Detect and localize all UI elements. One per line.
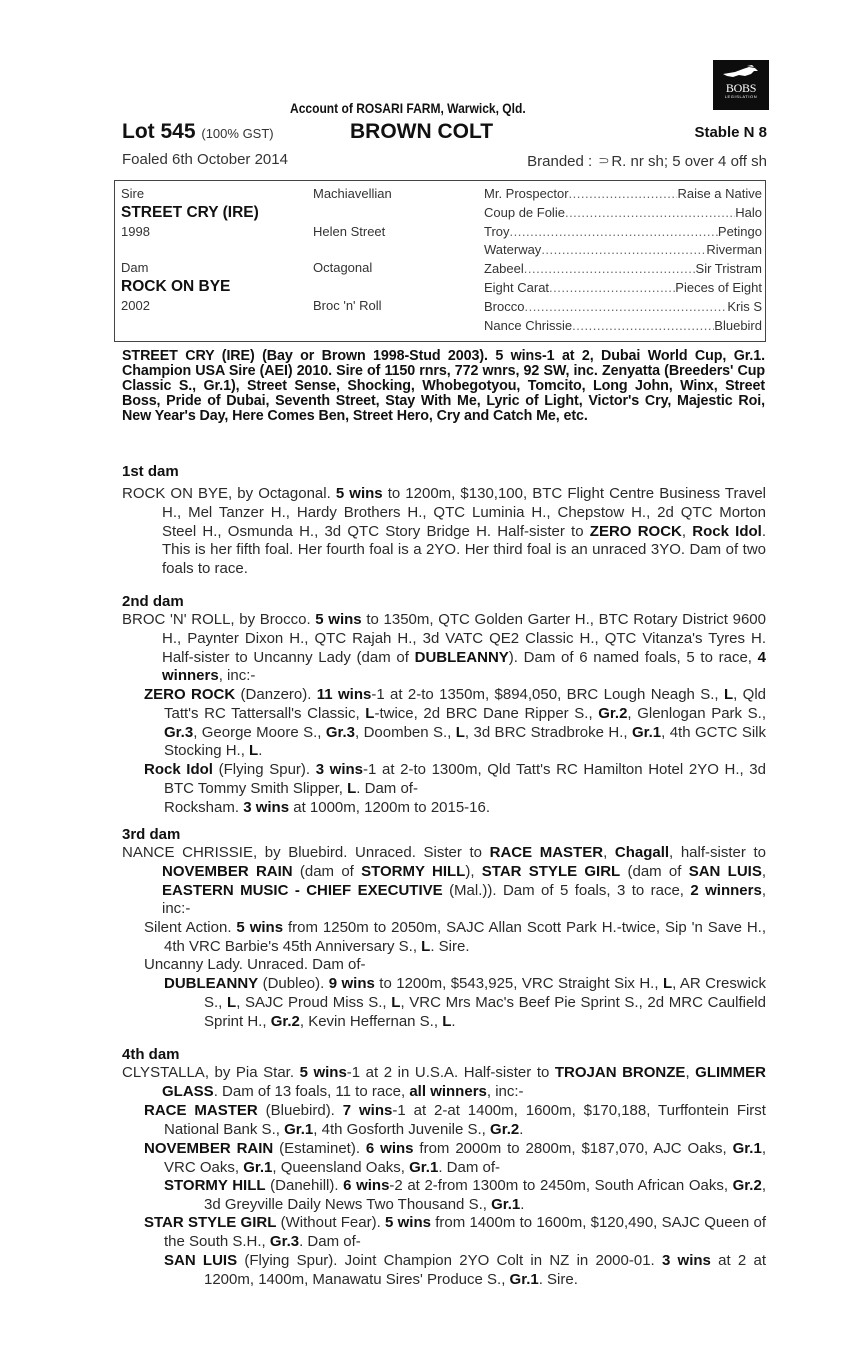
text: , Kevin Heffernan S., bbox=[299, 1012, 443, 1030]
text: , Doomben S., bbox=[355, 723, 456, 741]
bold-text: DUBLEANNY bbox=[414, 648, 509, 666]
ancestor-sire: Bluebird bbox=[714, 317, 762, 333]
text: (Without Fear). bbox=[276, 1214, 386, 1231]
dam-heading: 4th dam bbox=[122, 1046, 180, 1063]
dam-record bbox=[122, 1064, 766, 1102]
text: NANCE CHRISSIE, by Bluebird. Unraced. Sister to bbox=[122, 844, 490, 861]
text: , inc:- bbox=[218, 667, 256, 685]
text: ). Dam of 6 named foals, 5 to race, bbox=[508, 648, 758, 666]
text: -2 at 2-from 1300m to 2450m, South African Oaks, bbox=[389, 1177, 733, 1194]
dam-name: ROCK ON BYE bbox=[121, 278, 231, 295]
bold-text: ZERO ROCK bbox=[589, 522, 682, 540]
text: , bbox=[603, 844, 615, 861]
text: , SAJC Proud Miss S., bbox=[236, 993, 392, 1011]
text: , 4th Gosforth Juvenile S., bbox=[313, 1120, 491, 1138]
dam-sire: Octagonal bbox=[313, 260, 373, 275]
text: (Flying Spur). Joint Champion 2YO Colt in NZ in 2000-01. bbox=[237, 1252, 662, 1269]
bold-text: EASTERN MUSIC - CHIEF EXECUTIVE bbox=[162, 881, 443, 899]
bold-text: 5 wins bbox=[299, 1064, 347, 1081]
text: (Mal.)). Dam of 5 foals, 3 to race, bbox=[442, 881, 691, 899]
bold-text: L bbox=[391, 993, 401, 1011]
bold-text: Gr.2 bbox=[490, 1120, 520, 1138]
text: at 1000m, 1200m to 2015-16. bbox=[289, 799, 491, 816]
bold-text: Gr.1 bbox=[631, 723, 662, 741]
bold-text: 11 wins bbox=[316, 686, 372, 703]
progeny-record bbox=[144, 1102, 766, 1140]
bold-text: L bbox=[455, 723, 465, 741]
text: (dam of bbox=[292, 862, 362, 880]
leader-dots bbox=[541, 241, 706, 260]
bold-text: GLIMMER GLASS bbox=[162, 1064, 766, 1100]
bold-text: Gr.3 bbox=[325, 723, 356, 741]
text: from 1250m to 2050m, SAJC Allan Scott Park H.-twice, Sip 'n Save H., 4th VRC Barbie's 45th Anniversary S., bbox=[164, 919, 767, 955]
text: . Dam of- bbox=[356, 779, 418, 797]
sire-summary: STREET CRY (IRE) (Bay or Brown 1998-Stud 2003). 5 wins-1 at 2, Dubai World Cup, Gr.1. Champion USA Sire (AEI) 2010. Sire of 1150 rnrs, 772 wnrs, 92 SW, inc. Zenyatta (Breeders' Cup Classic S., Gr.1), Street Sense, Shocking, Whobegotyou, Tomcito, Long John, Winx, Street Boss, Pride of Dubai, Seventh Street, Stay With Me, Lyric of Light, Victor's Cry, Majestic Roi, New Year's Day, Here Comes Ben, Street Hero, Cry and Catch Me, etc. bbox=[122, 348, 765, 424]
text: Uncanny Lady. Unraced. Dam of- bbox=[144, 956, 366, 973]
text: , VRC Oaks, bbox=[164, 1140, 766, 1176]
logo-text: BOBS bbox=[725, 81, 757, 95]
text: ), bbox=[465, 862, 482, 880]
bold-text: 5 wins bbox=[385, 1214, 431, 1231]
dam-heading: 2nd dam bbox=[122, 593, 184, 610]
text: . Dam of- bbox=[438, 1158, 500, 1176]
lot-header bbox=[122, 120, 767, 146]
text: . bbox=[519, 1120, 524, 1138]
text: -twice, 2d BRC Dane Ripper S., bbox=[374, 704, 599, 722]
ancestor-sire: Riverman bbox=[706, 242, 762, 258]
text: . Dam of- bbox=[299, 1232, 361, 1250]
pedigree-row bbox=[484, 279, 762, 298]
text: , 3d BRC Stradbroke H., bbox=[464, 723, 632, 741]
foaling-info bbox=[122, 151, 767, 171]
bold-text: NOVEMBER RAIN bbox=[162, 862, 293, 880]
text: (Danzero). bbox=[235, 686, 317, 703]
brand-marks: Branded : ⸧R. nr sh; 5 over 4 off sh bbox=[527, 153, 767, 170]
pedigree-table bbox=[114, 180, 766, 342]
bold-text: Gr.1 bbox=[409, 1158, 439, 1176]
pedigree-row bbox=[484, 317, 762, 336]
text: , AR Creswick S., bbox=[204, 975, 766, 1011]
bold-text: Gr.1 bbox=[243, 1158, 273, 1176]
lot-label: Lot 545 bbox=[122, 120, 196, 143]
text: -1 at 2-at 1400m, 1600m, $170,188, Turffontein First National Bank S., bbox=[164, 1102, 766, 1138]
text: at 2 at 1200m, 1400m, Manawatu Sires' Produce S., bbox=[204, 1252, 766, 1288]
text: , inc:- bbox=[486, 1082, 524, 1100]
bold-text: 3 wins bbox=[243, 799, 290, 816]
text: -1 at 2 in U.S.A. Half-sister to bbox=[346, 1064, 555, 1081]
bold-text: SAN LUIS bbox=[164, 1252, 238, 1269]
text: (Estaminet). bbox=[273, 1140, 366, 1157]
text: (Danehill). bbox=[265, 1177, 344, 1194]
bold-text: L bbox=[421, 937, 431, 955]
bold-text: 3 wins bbox=[661, 1252, 711, 1269]
bold-text: 5 wins bbox=[236, 919, 284, 936]
bold-text: STAR STYLE GIRL bbox=[481, 862, 621, 880]
bold-text: L bbox=[347, 779, 357, 797]
bold-text: L bbox=[723, 686, 734, 703]
progeny-record bbox=[164, 1252, 766, 1290]
racehorse-icon bbox=[721, 65, 761, 81]
leader-dots bbox=[565, 204, 735, 223]
pedigree-parents bbox=[121, 185, 311, 315]
bold-text: Rock Idol bbox=[692, 522, 762, 540]
ancestor-name: Eight Carat bbox=[484, 279, 550, 295]
bold-text: 3 wins bbox=[315, 761, 364, 778]
text: Silent Action. bbox=[144, 919, 237, 936]
text: from 2000m to 2800m, $187,070, AJC Oaks, bbox=[413, 1140, 733, 1157]
bold-text: Rock Idol bbox=[144, 761, 213, 778]
text: . Sire. bbox=[538, 1270, 578, 1288]
dam-record bbox=[122, 844, 766, 919]
dam-record bbox=[122, 485, 767, 579]
ancestor-name: Zabeel bbox=[484, 261, 524, 277]
sire-name: STREET CRY (IRE) bbox=[121, 204, 259, 221]
text: ROCK ON BYE, by Octagonal. bbox=[122, 485, 336, 502]
bold-text: Gr.2 bbox=[732, 1177, 762, 1194]
lot-number bbox=[122, 120, 274, 144]
bold-text: NOVEMBER RAIN bbox=[144, 1140, 274, 1157]
leader-dots bbox=[524, 260, 696, 279]
text: , Glenlogan Park S., bbox=[627, 704, 766, 722]
bold-text: RACE MASTER bbox=[489, 844, 604, 861]
bobs-logo bbox=[713, 60, 769, 110]
ancestor-name: Waterway bbox=[484, 242, 542, 258]
bold-text: 7 wins bbox=[342, 1102, 393, 1119]
dam-year: 2002 bbox=[121, 298, 150, 313]
text: CLYSTALLA, by Pia Star. bbox=[122, 1064, 300, 1081]
leader-dots bbox=[524, 298, 727, 317]
dam-heading: 1st dam bbox=[122, 463, 179, 480]
pedigree-grandparents bbox=[313, 185, 473, 315]
bold-text: 4 winners bbox=[162, 648, 767, 685]
bold-text: Gr.1 bbox=[491, 1195, 521, 1213]
text: . Dam of 13 foals, 11 to race, bbox=[213, 1082, 410, 1100]
progeny-record bbox=[164, 975, 766, 1031]
text: (Bluebird). bbox=[257, 1102, 343, 1119]
text: -1 at 2-to 1300m, Qld Tatt's RC Hamilton Hotel 2YO H., 3d BTC Tommy Smith Slipper, bbox=[164, 761, 766, 797]
progeny-record bbox=[164, 1177, 766, 1215]
ancestor-sire: Halo bbox=[735, 204, 762, 220]
text: Rocksham. bbox=[164, 799, 244, 816]
text: , bbox=[681, 522, 693, 540]
dam-record bbox=[122, 611, 767, 686]
bold-text: all winners bbox=[409, 1082, 487, 1100]
dam-dam: Broc 'n' Roll bbox=[313, 298, 382, 313]
leader-dots bbox=[549, 279, 675, 298]
text: , bbox=[761, 862, 766, 880]
text: to 1200m, $130,100, BTC Flight Centre Business Travel H., Mel Tanzer H., Hardy Brothers H., QTC Luminia H., Chepstow H., 2d QTC Morton Steel H., Osmunda H., 3d QTC Story Bridge H. Half-sister to bbox=[162, 485, 766, 540]
ancestor-name: Brocco bbox=[484, 298, 525, 314]
pedigree-row bbox=[484, 204, 762, 223]
bold-text: Gr.2 bbox=[598, 704, 628, 722]
text: , George Moore S., bbox=[193, 723, 326, 741]
bold-text: RACE MASTER bbox=[144, 1102, 258, 1119]
leader-dots bbox=[510, 223, 718, 242]
text: from 1400m to 1600m, $120,490, SAJC Queen of the South S.H., bbox=[164, 1214, 766, 1250]
sire-dam: Helen Street bbox=[313, 224, 386, 239]
bold-text: Chagall bbox=[614, 844, 670, 861]
bold-text: STORMY HILL bbox=[361, 862, 466, 880]
text: to 1350m, QTC Golden Garter H., BTC Rotary District 9600 H., Paynter Dixon H., QTC Rajah H., 3d VATC QE2 Classic H., QTC Vitanza's Tyres H. Half-sister to Uncanny Lady (dam of bbox=[162, 611, 766, 666]
leader-dots bbox=[569, 185, 678, 204]
stable-location: Stable N 8 bbox=[694, 124, 767, 141]
text: , Qld Tatt's RC Tattersall's Classic, bbox=[164, 686, 766, 722]
leader-dots bbox=[572, 317, 714, 336]
ancestor-name: Troy bbox=[484, 223, 510, 239]
text: , inc:- bbox=[162, 881, 766, 918]
progeny-record bbox=[144, 686, 767, 761]
bold-text: STORMY HILL bbox=[164, 1177, 266, 1194]
ancestor-sire: Kris S bbox=[727, 298, 762, 314]
text: , Queensland Oaks, bbox=[272, 1158, 410, 1176]
bold-text: Gr.1 bbox=[732, 1140, 762, 1157]
text: . Sire. bbox=[430, 937, 470, 955]
bold-text: STAR STYLE GIRL bbox=[144, 1214, 277, 1231]
text: (dam of bbox=[620, 862, 689, 880]
pedigree-row bbox=[484, 185, 762, 204]
ancestor-name: Nance Chrissie bbox=[484, 317, 573, 333]
dam-label: Dam bbox=[121, 260, 149, 275]
text: , 4th GCTC Silk Stocking H., bbox=[164, 723, 767, 760]
bold-text: 6 wins bbox=[343, 1177, 390, 1194]
text: BROC 'N' ROLL, by Brocco. bbox=[122, 611, 316, 628]
bold-text: Gr.1 bbox=[284, 1120, 314, 1138]
text: , 3d Greyville Daily News Two Thousand S., bbox=[204, 1177, 766, 1213]
bold-text: TROJAN BRONZE bbox=[554, 1064, 686, 1081]
pedigree-great-grandparents bbox=[484, 185, 762, 335]
bold-text: 5 wins bbox=[315, 611, 362, 628]
text: (Dubleo). bbox=[258, 975, 329, 992]
bold-text: 9 wins bbox=[328, 975, 375, 992]
bold-text: ZERO ROCK bbox=[144, 686, 236, 703]
bold-text: Gr.3 bbox=[269, 1232, 300, 1250]
text: . This is her fifth foal. Her fourth foal is a 2YO. Her third foal is an unraced 3YO. Dam of two foals to race. bbox=[162, 522, 767, 578]
text: , bbox=[685, 1064, 696, 1081]
bold-text: 5 wins bbox=[335, 485, 383, 502]
ancestor-name: Coup de Folie bbox=[484, 204, 565, 220]
bold-text: Gr.2 bbox=[270, 1012, 300, 1030]
text: , VRC Mrs Mac's Beef Pie Sprint S., 2d MRC Caulfield Sprint H., bbox=[204, 993, 766, 1030]
pedigree-row bbox=[484, 223, 762, 242]
vendor-account: Account of ROSARI FARM, Warwick, Qld. bbox=[290, 100, 526, 116]
ancestor-sire: Petingo bbox=[717, 223, 762, 239]
gst-note: (100% GST) bbox=[201, 126, 274, 141]
bold-text: DUBLEANNY bbox=[164, 975, 259, 992]
bold-text: L bbox=[442, 1012, 452, 1030]
bold-text: 2 winners bbox=[690, 881, 762, 899]
foaled-date: Foaled 6th October 2014 bbox=[122, 151, 288, 168]
dam-heading: 3rd dam bbox=[122, 826, 181, 843]
bold-text: 6 wins bbox=[365, 1140, 414, 1157]
bold-text: L bbox=[227, 993, 237, 1011]
ancestor-sire: Pieces of Eight bbox=[675, 279, 762, 295]
bold-text: SAN LUIS bbox=[688, 862, 762, 880]
progeny-record bbox=[144, 761, 766, 799]
text: -1 at 2-to 1350m, $894,050, BRC Lough Neagh S., bbox=[371, 686, 724, 703]
sire-year: 1998 bbox=[121, 224, 150, 239]
pedigree-row bbox=[484, 241, 762, 260]
text: (Flying Spur). bbox=[212, 761, 316, 778]
text: to 1200m, $543,925, VRC Straight Six H., bbox=[374, 975, 663, 992]
bold-text: L bbox=[662, 975, 673, 992]
bold-text: Gr.1 bbox=[509, 1270, 539, 1288]
pedigree-row bbox=[484, 298, 762, 317]
horse-description: BROWN COLT bbox=[350, 120, 494, 143]
ancestor-sire: Sir Tristram bbox=[695, 261, 762, 277]
logo-subtext: LEGISLATION bbox=[724, 94, 758, 99]
text: , half-sister to bbox=[669, 844, 766, 861]
pedigree-row bbox=[484, 260, 762, 279]
progeny-record bbox=[144, 1140, 766, 1178]
progeny-record bbox=[144, 1214, 766, 1252]
bold-text: Gr.3 bbox=[164, 723, 194, 741]
bold-text: L bbox=[365, 704, 375, 722]
sire-label: Sire bbox=[121, 186, 145, 201]
text: . bbox=[520, 1195, 525, 1213]
sire-sire: Machiavellian bbox=[313, 186, 392, 201]
ancestor-name: Mr. Prospector bbox=[484, 186, 569, 201]
progeny-record bbox=[144, 919, 767, 957]
ancestor-sire: Raise a Native bbox=[677, 186, 762, 201]
text: . bbox=[258, 742, 263, 760]
progeny-record bbox=[164, 799, 766, 818]
bold-text: L bbox=[249, 742, 259, 760]
progeny-record bbox=[144, 956, 766, 975]
text: . bbox=[451, 1012, 456, 1030]
